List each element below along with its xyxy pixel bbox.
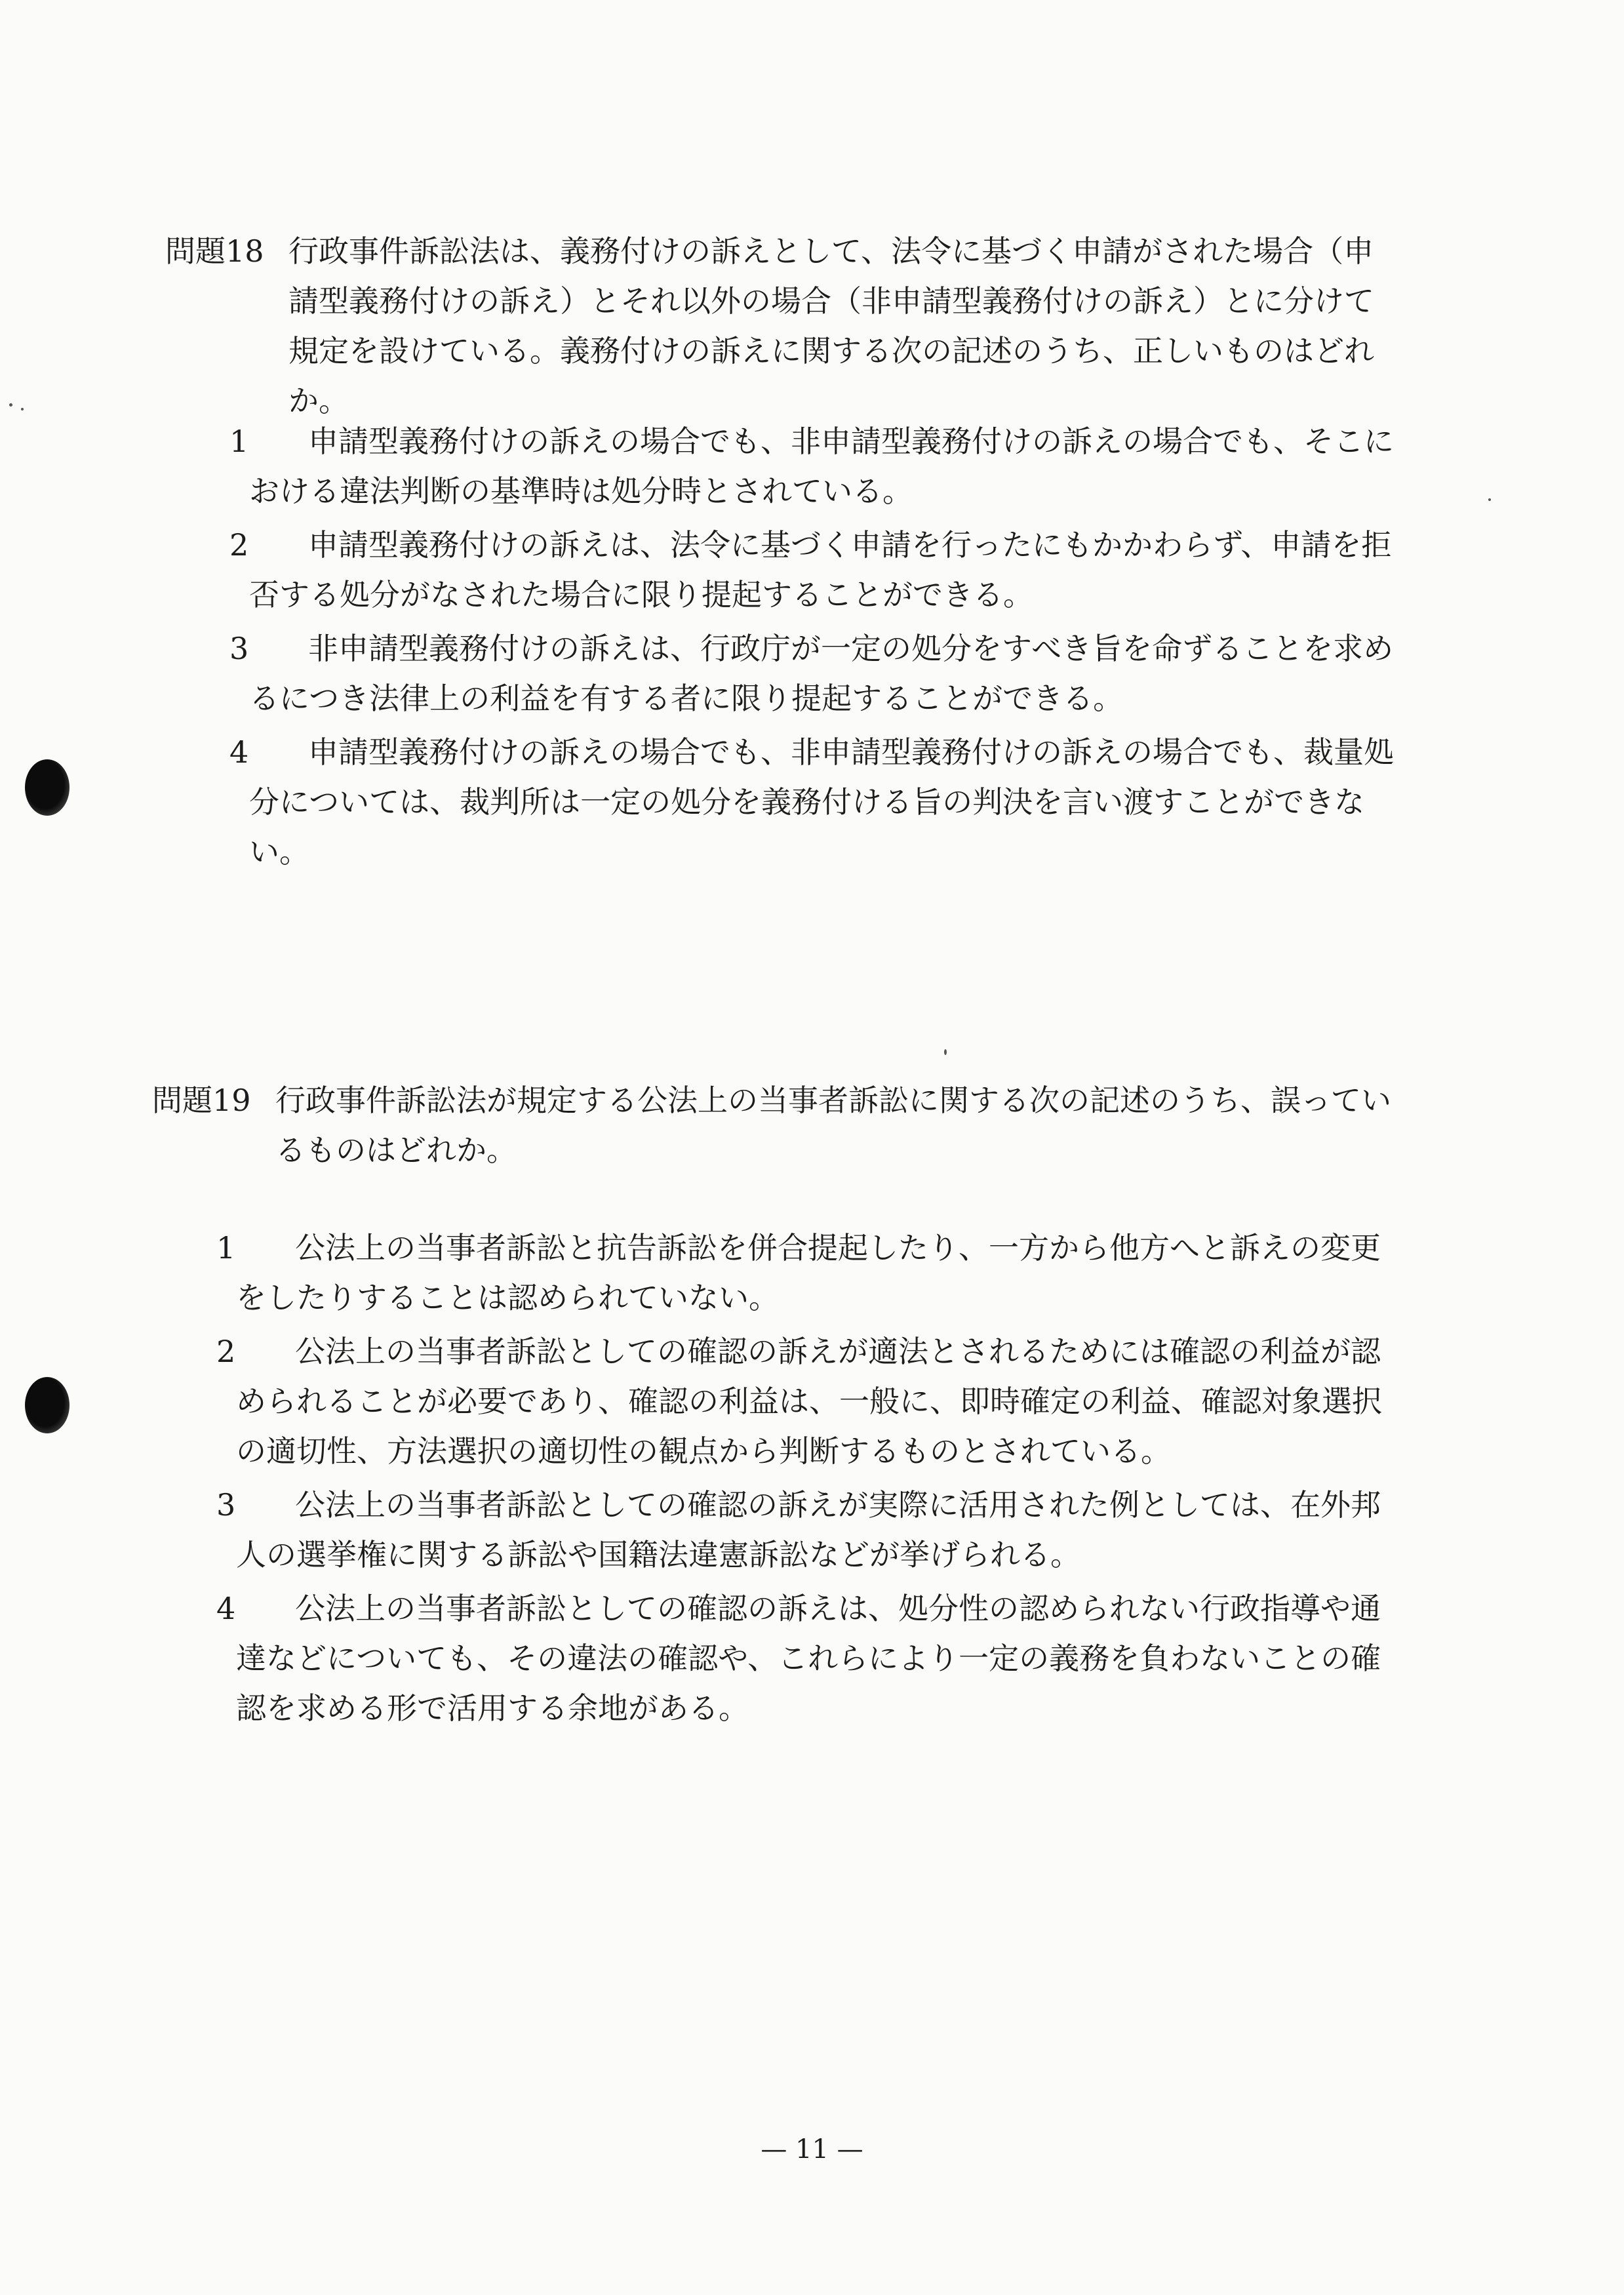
question-19-choice-2 <box>216 1327 1401 1476</box>
question-18-choice-1 <box>229 416 1401 516</box>
question-19-choices <box>216 1223 1401 1737</box>
scan-speck <box>944 1049 947 1055</box>
choice-number: 1 <box>229 424 249 459</box>
choice-text: 公法上の当事者訴訟と抗告訴訟を併合提起したり、一方から他方へと訴えの変更をしたりすることは認められていない。 <box>236 1230 1381 1315</box>
choice-text: 申請型義務付けの訴えは、法令に基づく申請を行ったにもかかわらず、申請を拒否する処分がなされた場合に限り提起することができる。 <box>249 527 1392 612</box>
question-19-choice-4 <box>216 1584 1401 1733</box>
punch-hole-upper <box>25 759 69 816</box>
choice-number: 4 <box>229 734 249 770</box>
question-18-choice-2 <box>229 520 1401 620</box>
choice-text: 公法上の当事者訴訟としての確認の訴えが適法とされるためには確認の利益が認められることが必要であり、確認の利益は、一般に、即時確定の利益、確認対象選択の適切性、方法選択の適切性の観点から判断するものとされている。 <box>236 1334 1382 1469</box>
question-19-number: 問題19 <box>152 1083 251 1118</box>
question-18-number: 問題18 <box>165 233 264 269</box>
choice-number: 2 <box>216 1334 236 1369</box>
choice-number: 3 <box>229 631 249 666</box>
question-18-choices <box>229 416 1401 881</box>
choice-text: 公法上の当事者訴訟としての確認の訴えが実際に活用された例としては、在外邦人の選挙権に関する訴訟や国籍法違憲訴訟などが挙げられる。 <box>236 1487 1381 1572</box>
choice-text: 非申請型義務付けの訴えは、行政庁が一定の処分をすべき旨を命ずることを求めるにつき法律上の利益を有する者に限り提起することができる。 <box>249 631 1394 716</box>
question-18-choice-4 <box>229 727 1401 877</box>
question-18-choice-3 <box>229 624 1401 723</box>
choice-number: 2 <box>229 527 249 563</box>
punch-hole-lower <box>25 1377 69 1433</box>
scan-speck <box>21 408 24 410</box>
question-19-choice-3 <box>216 1480 1401 1580</box>
page-number: — 11 — <box>761 2134 863 2165</box>
choice-text: 申請型義務付けの訴えの場合でも、非申請型義務付けの訴えの場合でも、裁量処分については、裁判所は一定の処分を義務付ける旨の判決を言い渡すことができない。 <box>249 734 1394 869</box>
question-18-stem: 行政事件訴訟法は、義務付けの訴えとして、法令に基づく申請がされた場合（申請型義務付けの訴え）とそれ以外の場合（非申請型義務付けの訴え）とに分けて規定を設けている。義務付けの訴えに関する次の記述のうち、正しいものはどれか。 <box>288 233 1374 418</box>
choice-number: 1 <box>216 1230 236 1266</box>
scan-speck <box>9 403 12 407</box>
choice-number: 4 <box>216 1591 236 1626</box>
scan-speck <box>1488 498 1491 501</box>
question-19-stem: 行政事件訴訟法が規定する公法上の当事者訴訟に関する次の記述のうち、誤っているものはどれか。 <box>275 1083 1391 1168</box>
question-19-choice-1 <box>216 1223 1401 1323</box>
choice-text: 公法上の当事者訴訟としての確認の訴えは、処分性の認められない行政指導や通達などについても、その違法の確認や、これらにより一定の義務を負わないことの確認を求める形で活用する余地がある。 <box>236 1591 1381 1726</box>
choice-number: 3 <box>216 1487 236 1523</box>
choice-text: 申請型義務付けの訴えの場合でも、非申請型義務付けの訴えの場合でも、そこにおける違法判断の基準時は処分時とされている。 <box>249 424 1394 509</box>
